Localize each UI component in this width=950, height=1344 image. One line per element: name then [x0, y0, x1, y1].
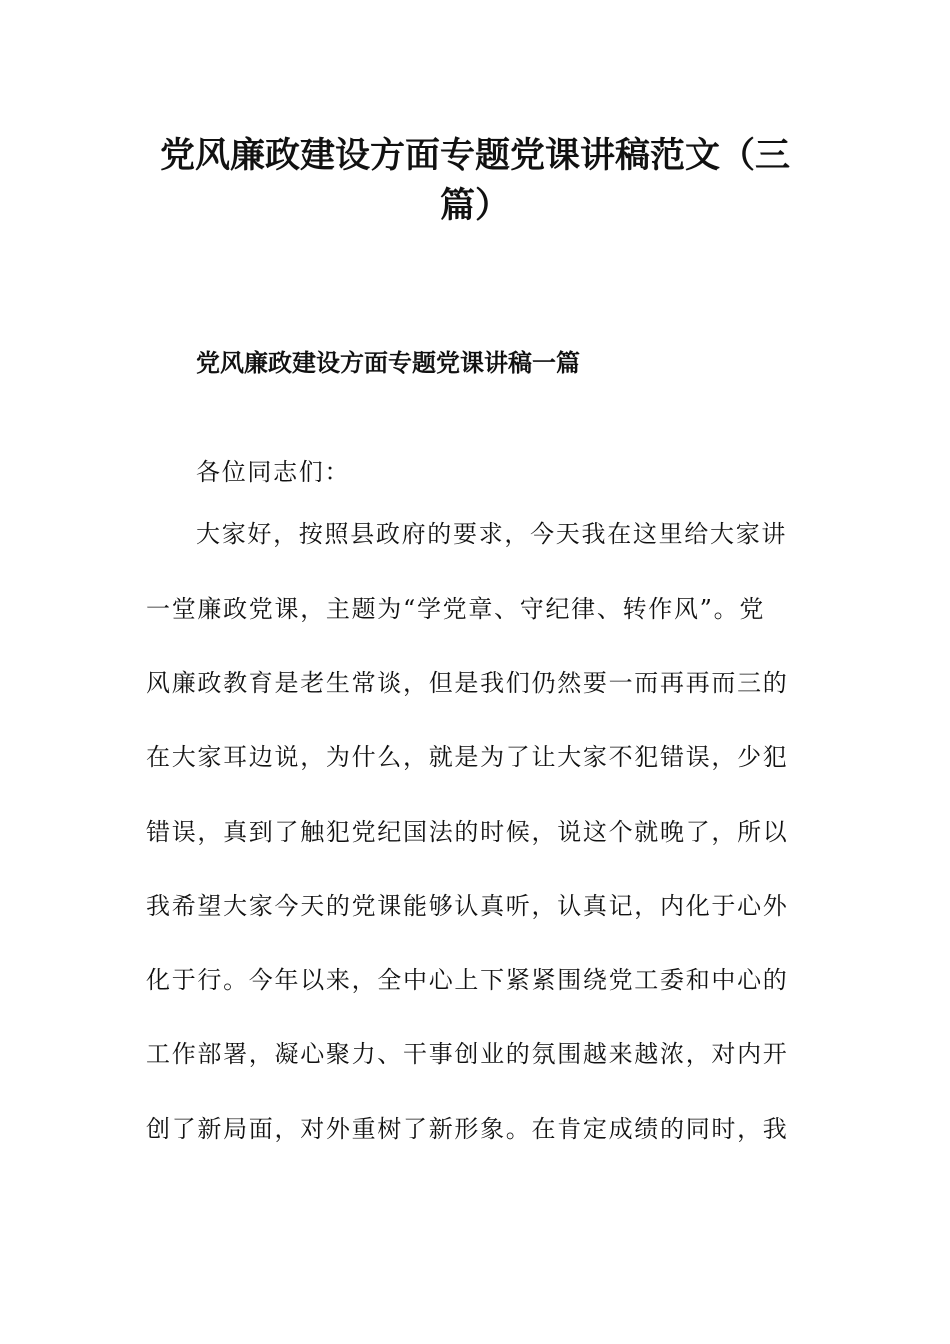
body-line: 化于行。今年以来，全中心上下紧紧围绕党工委和中心的 — [146, 966, 789, 994]
body-line: 我希望大家今天的党课能够认真听，认真记，内化于心外 — [146, 892, 789, 920]
salutation: 各位同志们： — [196, 458, 351, 486]
body-line: 风廉政教育是老生常谈，但是我们仍然要一而再再而三的 — [146, 669, 789, 697]
body-line: 错误，真到了触犯党纪国法的时候，说这个就晚了，所以 — [146, 818, 789, 846]
body-line: 大家好，按照县政府的要求，今天我在这里给大家讲 — [196, 520, 788, 548]
body-line: 在大家耳边说，为什么，就是为了让大家不犯错误，少犯 — [146, 743, 789, 771]
body-line: 创了新局面，对外重树了新形象。在肯定成绩的同时，我 — [146, 1115, 789, 1143]
document-title-line-1: 党风廉政建设方面专题党课讲稿范文（三 — [159, 135, 790, 176]
body-line: 一堂廉政党课，主题为“学党章、守纪律、转作风”。党 — [146, 595, 766, 623]
section-heading: 党风廉政建设方面专题党课讲稿一篇 — [196, 348, 580, 377]
body-line: 工作部署，凝心聚力、干事创业的氛围越来越浓，对内开 — [146, 1040, 789, 1068]
document-title-line-2: 篇） — [439, 185, 510, 226]
